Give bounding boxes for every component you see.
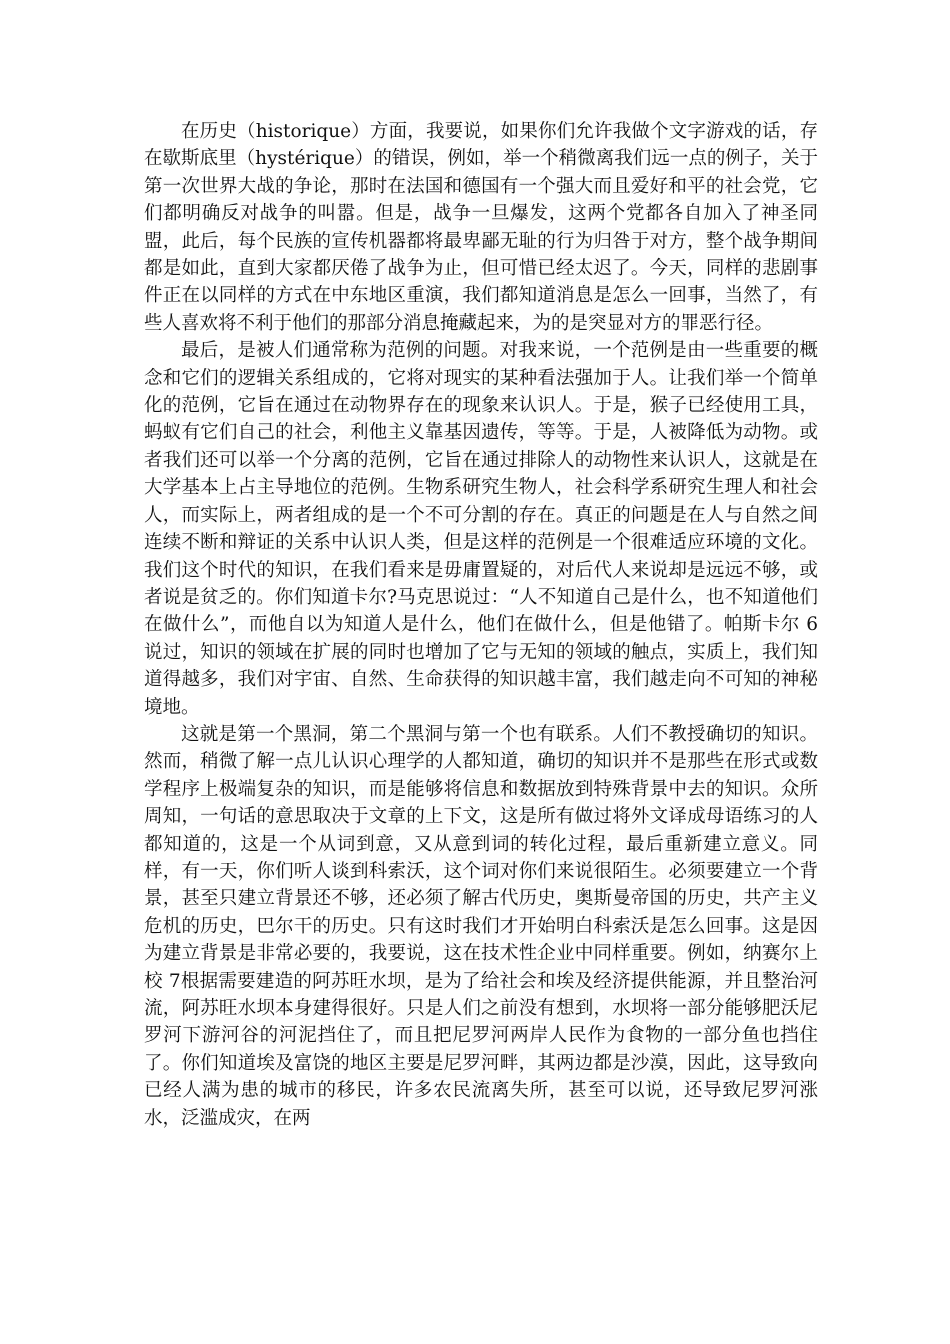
document-page <box>144 118 818 1132</box>
paragraph-paradigm: 最后，是被人们通常称为范例的问题。对我来说，一个范例是由一些重要的概念和它们的逻辑关系组成的，它将对现实的某种看法强加于人。让我们举一个简单化的范例，它旨在通过在动物界存在的现象来认识人。于是，猴子已经使用工具，蚂蚁有它们自己的社会，利他主义靠基因遗传，等等。于是，人被降低为动物。或者我们还可以举一个分离的范例，它旨在通过排除人的动物性来认识人，这就是在大学基本上占主导地位的范例。生物系研究生物人，社会科学系研究生理人和社会人，而实际上，两者组成的是一个不可分割的存在。真正的问题是在人与自然之间连续不断和辩证的关系中认识人类，但是这样的范例是一个很难适应环境的文化。我们这个时代的知识，在我们看来是毋庸置疑的，对后代人来说却是远远不够，或者说是贫乏的。你们知道卡尔?马克思说过：“人不知道自己是什么，也不知道他们在做什么”，而他自以为知道人是什么，他们在做什么，但是他错了。帕斯卡尔 6说过，知识的领域在扩展的同时也增加了它与无知的领域的触点，实质上，我们知道得越多，我们对宇宙、自然、生命获得的知识越丰富，我们越走向不可知的神秘境地。 <box>144 340 818 718</box>
paragraph-black-hole: 这就是第一个黑洞，第二个黑洞与第一个也有联系。人们不教授确切的知识。然而，稍微了解一点儿认识心理学的人都知道，确切的知识并不是那些在形式或数学程序上极端复杂的知识，而是能够将信息和数据放到特殊背景中去的知识。众所周知，一句话的意思取决于文章的上下文，这是所有做过将外文译成母语练习的人都知道的，这是一个从词到意，又从意到词的转化过程，最后重新建立意义。同样，有一天，你们听人谈到科索沃，这个词对你们来说很陌生。必须要建立一个背景，甚至只建立背景还不够，还必须了解古代历史，奥斯曼帝国的历史，共产主义危机的历史，巴尔干的历史。只有这时我们才开始明白科索沃是怎么回事。这是因为建立背景是非常必要的，我要说，这在技术性企业中同样重要。例如，纳赛尔上校 7根据需要建造的阿苏旺水坝，是为了给社会和埃及经济提供能源，并且整治河流，阿苏旺水坝本身建得很好。只是人们之前没有想到，水坝将一部分能够肥沃尼罗河下游河谷的河泥挡住了，而且把尼罗河两岸人民作为食物的一部分鱼也挡住了。你们知道埃及富饶的地区主要是尼罗河畔，其两边都是沙漠，因此，这导致向已经人满为患的城市的移民，许多农民流离失所，甚至可以说，还导致尼罗河涨水，泛滥成灾，在两 <box>144 723 818 1129</box>
paragraph-history: 在历史（historique）方面，我要说，如果你们允许我做个文字游戏的话，存在歇斯底里（hystérique）的错误，例如，举一个稍微离我们远一点的例子，关于第一次世界大战的争论，那时在法国和德国有一个强大而且爱好和平的社会党，它们都明确反对战争的叫嚣。但是，战争一旦爆发，这两个党都各自加入了神圣同盟，此后，每个民族的宣传机器都将最卑鄙无耻的行为归咎于对方，整个战争期间都是如此，直到大家都厌倦了战争为止，但可惜已经太迟了。今天，同样的悲剧事件正在以同样的方式在中东地区重演，我们都知道消息是怎么一回事，当然了，有些人喜欢将不利于他们的那部分消息掩藏起来，为的是突显对方的罪恶行径。 <box>144 121 818 334</box>
